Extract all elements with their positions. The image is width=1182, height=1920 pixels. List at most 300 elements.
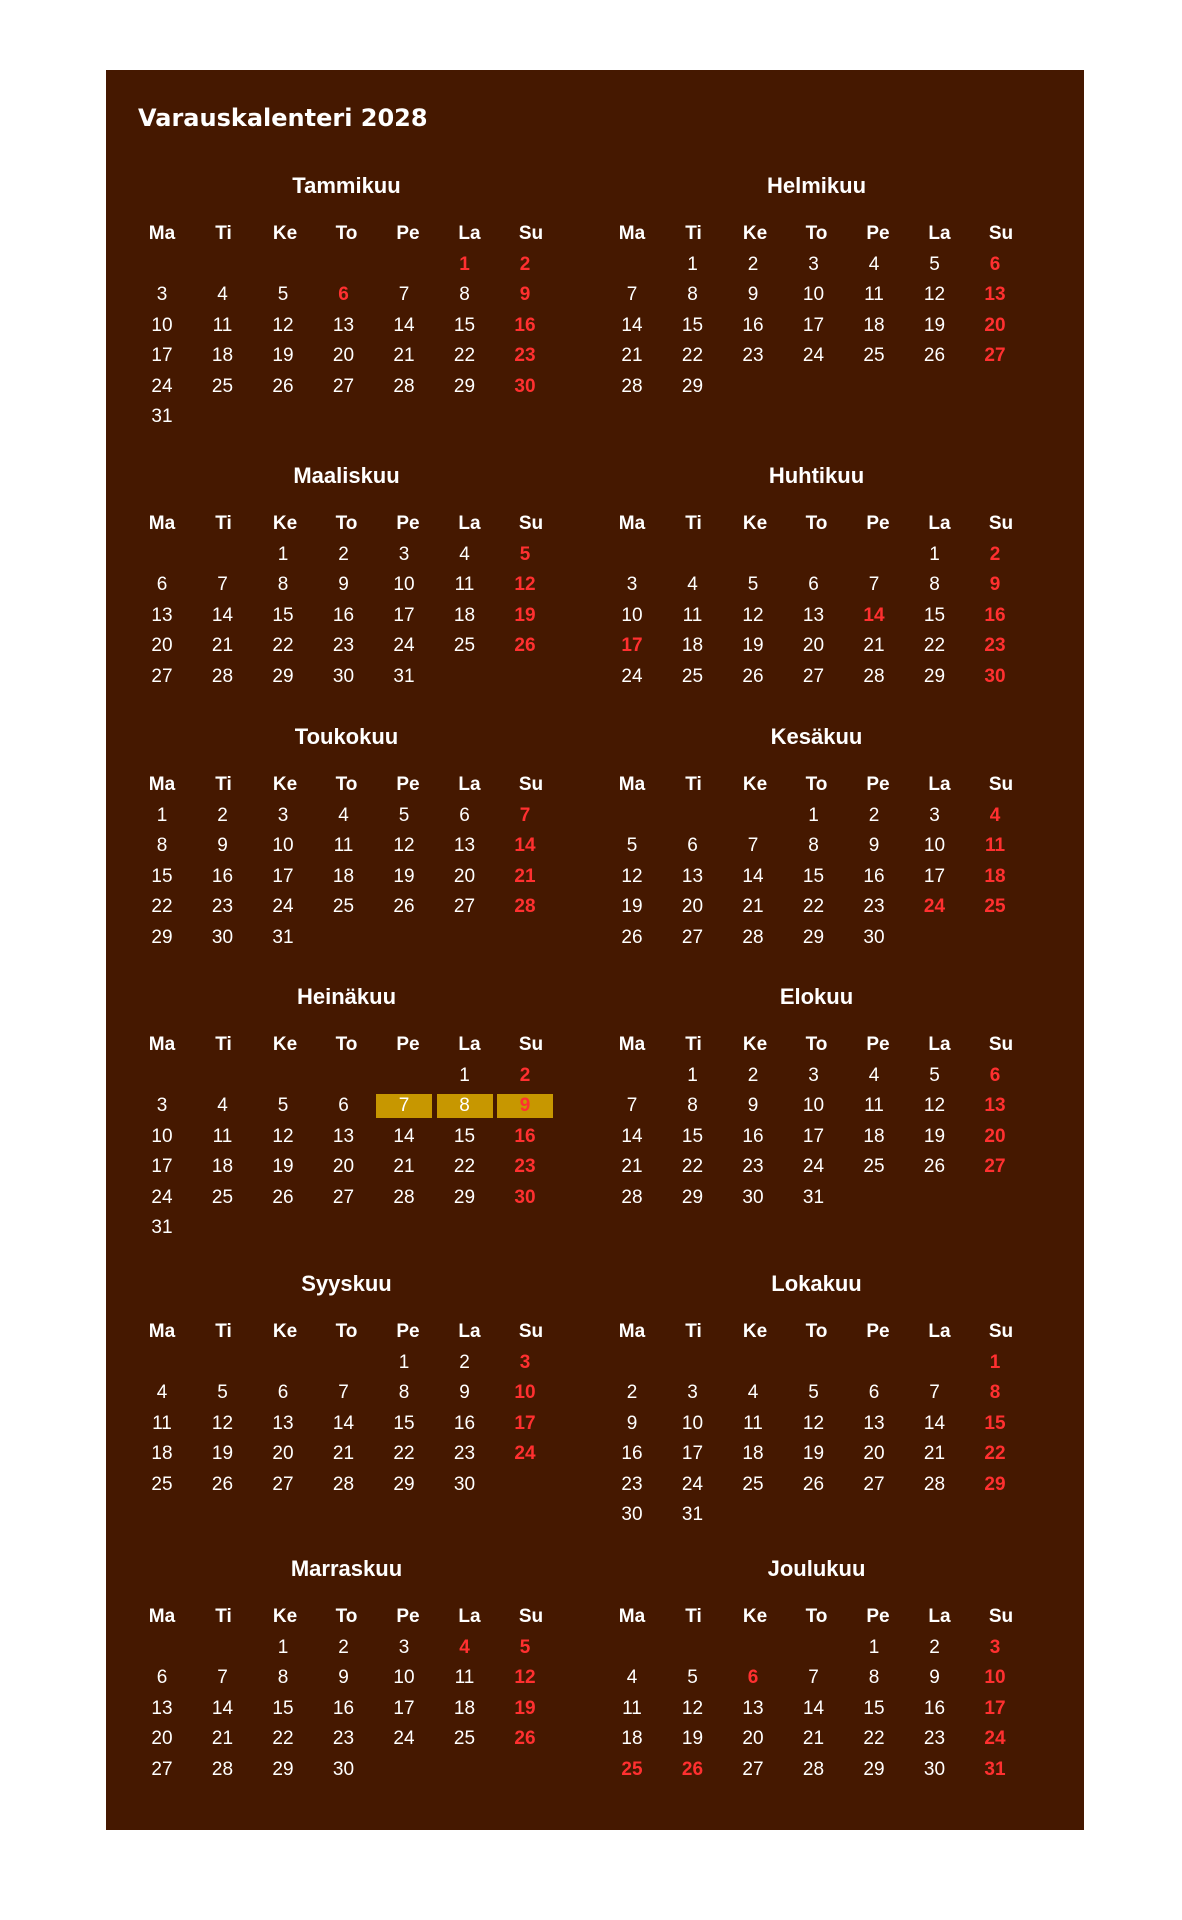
day-cell[interactable]: 3 [989, 1637, 1001, 1658]
day-cell[interactable]: 10 [151, 1125, 173, 1147]
day-cell[interactable]: 20 [151, 1728, 173, 1750]
day-cell[interactable]: 16 [923, 1697, 946, 1719]
day-cell[interactable]: 21 [621, 345, 643, 367]
day-cell[interactable]: 26 [923, 345, 946, 367]
day-cell[interactable]: 21 [393, 1156, 415, 1178]
day-cell[interactable]: 3 [519, 1352, 531, 1373]
day-cell[interactable]: 19 [211, 1443, 234, 1465]
day-cell[interactable]: 4 [217, 284, 228, 306]
day-cell[interactable]: 12 [514, 574, 536, 596]
day-cell[interactable]: 5 [277, 1095, 289, 1117]
day-cell[interactable]: 21 [863, 635, 885, 657]
day-cell[interactable]: 20 [742, 1728, 764, 1750]
day-cell[interactable]: 30 [514, 1186, 536, 1208]
day-cell[interactable]: 25 [681, 665, 704, 687]
day-cell[interactable]: 26 [272, 375, 294, 397]
reserved-day[interactable]: 8 [437, 1094, 493, 1118]
day-cell[interactable]: 5 [519, 1637, 531, 1658]
day-cell[interactable]: 2 [519, 1065, 531, 1086]
day-cell[interactable]: 4 [459, 544, 470, 565]
day-cell[interactable]: 17 [923, 865, 946, 887]
day-cell[interactable]: 1 [808, 805, 819, 826]
day-cell[interactable]: 26 [393, 896, 415, 918]
day-cell[interactable]: 2 [929, 1637, 940, 1658]
day-cell[interactable]: 2 [519, 254, 531, 275]
day-cell[interactable]: 11 [622, 1697, 642, 1719]
day-cell[interactable]: 12 [272, 1125, 294, 1147]
day-cell[interactable]: 11 [212, 1125, 233, 1147]
day-cell[interactable]: 31 [681, 1504, 704, 1525]
day-cell[interactable]: 14 [211, 1697, 234, 1719]
day-cell[interactable]: 28 [742, 926, 764, 948]
day-cell[interactable]: 11 [454, 574, 475, 596]
day-cell[interactable]: 2 [747, 254, 759, 275]
day-cell[interactable]: 20 [332, 1156, 355, 1178]
day-cell[interactable]: 15 [681, 1125, 704, 1147]
day-cell[interactable]: 2 [989, 544, 1001, 565]
day-cell[interactable]: 19 [923, 314, 946, 336]
day-cell[interactable]: 3 [626, 574, 638, 596]
day-cell[interactable]: 3 [808, 254, 819, 275]
day-cell[interactable]: 19 [802, 1443, 825, 1465]
day-cell[interactable]: 26 [514, 1728, 536, 1750]
day-cell[interactable]: 18 [151, 1443, 173, 1465]
day-cell[interactable]: 24 [923, 896, 946, 918]
day-cell[interactable]: 16 [984, 604, 1006, 626]
day-cell[interactable]: 27 [742, 1758, 764, 1780]
day-cell[interactable]: 29 [453, 375, 476, 397]
day-cell[interactable]: 8 [929, 574, 940, 596]
day-cell[interactable]: 1 [687, 254, 698, 275]
day-cell[interactable]: 19 [621, 896, 643, 918]
day-cell[interactable]: 27 [984, 345, 1006, 367]
day-cell[interactable]: 21 [923, 1443, 946, 1465]
day-cell[interactable]: 12 [681, 1697, 704, 1719]
day-cell[interactable]: 28 [802, 1758, 825, 1780]
day-cell[interactable]: 18 [863, 314, 885, 336]
day-cell[interactable]: 14 [393, 314, 415, 336]
day-cell[interactable]: 3 [687, 1382, 698, 1404]
day-cell[interactable]: 6 [747, 1667, 759, 1689]
day-cell[interactable]: 22 [681, 345, 704, 367]
day-cell[interactable]: 13 [272, 1412, 294, 1434]
day-cell[interactable]: 16 [514, 314, 536, 336]
day-cell[interactable]: 4 [338, 805, 349, 826]
day-cell[interactable]: 5 [747, 574, 759, 596]
day-cell[interactable]: 9 [338, 574, 349, 596]
day-cell[interactable]: 7 [626, 1095, 638, 1117]
day-cell[interactable]: 9 [338, 1667, 349, 1689]
day-cell[interactable]: 9 [989, 574, 1001, 596]
day-cell[interactable]: 15 [393, 1412, 415, 1434]
day-cell[interactable]: 27 [681, 926, 704, 948]
day-cell[interactable]: 23 [514, 345, 536, 367]
day-cell[interactable]: 26 [923, 1156, 946, 1178]
day-cell[interactable]: 17 [393, 1697, 415, 1719]
day-cell[interactable]: 28 [621, 375, 643, 397]
day-cell[interactable]: 16 [514, 1125, 536, 1147]
day-cell[interactable]: 26 [681, 1758, 704, 1780]
day-cell[interactable]: 5 [929, 254, 940, 275]
day-cell[interactable]: 23 [742, 1156, 764, 1178]
day-cell[interactable]: 20 [984, 314, 1006, 336]
day-cell[interactable]: 12 [742, 604, 764, 626]
day-cell[interactable]: 10 [272, 835, 294, 857]
day-cell[interactable]: 14 [211, 604, 234, 626]
day-cell[interactable]: 6 [277, 1382, 289, 1404]
day-cell[interactable]: 21 [742, 896, 764, 918]
day-cell[interactable]: 24 [393, 1728, 415, 1750]
day-cell[interactable]: 27 [984, 1156, 1006, 1178]
day-cell[interactable]: 25 [211, 375, 234, 397]
day-cell[interactable]: 31 [151, 1217, 173, 1238]
day-cell[interactable]: 23 [984, 635, 1006, 657]
day-cell[interactable]: 8 [277, 574, 289, 596]
day-cell[interactable]: 15 [453, 314, 476, 336]
day-cell[interactable]: 19 [272, 345, 294, 367]
day-cell[interactable]: 21 [802, 1728, 825, 1750]
day-cell[interactable]: 14 [621, 1125, 643, 1147]
day-cell[interactable]: 11 [454, 1667, 475, 1689]
day-cell[interactable]: 18 [863, 1125, 885, 1147]
day-cell[interactable]: 7 [519, 805, 531, 826]
day-cell[interactable]: 24 [681, 1473, 704, 1495]
day-cell[interactable]: 7 [626, 284, 638, 306]
day-cell[interactable]: 13 [863, 1412, 885, 1434]
day-cell[interactable]: 14 [742, 865, 764, 887]
day-cell[interactable]: 9 [459, 1382, 470, 1404]
day-cell[interactable]: 5 [398, 805, 410, 826]
day-cell[interactable]: 29 [681, 375, 704, 397]
day-cell[interactable]: 24 [393, 635, 415, 657]
day-cell[interactable]: 20 [863, 1443, 885, 1465]
day-cell[interactable]: 30 [211, 926, 234, 948]
day-cell[interactable]: 16 [742, 314, 764, 336]
day-cell[interactable]: 28 [393, 1186, 415, 1208]
day-cell[interactable]: 6 [156, 1667, 168, 1689]
day-cell[interactable]: 4 [459, 1637, 470, 1658]
day-cell[interactable]: 1 [929, 544, 940, 565]
day-cell[interactable]: 25 [332, 896, 355, 918]
day-cell[interactable]: 14 [393, 1125, 415, 1147]
day-cell[interactable]: 4 [868, 1065, 880, 1086]
day-cell[interactable]: 28 [332, 1473, 355, 1495]
day-cell[interactable]: 10 [514, 1382, 536, 1404]
day-cell[interactable]: 13 [984, 284, 1006, 306]
day-cell[interactable]: 21 [211, 635, 234, 657]
day-cell[interactable]: 9 [626, 1412, 638, 1434]
day-cell[interactable]: 22 [272, 635, 294, 657]
day-cell[interactable]: 27 [272, 1473, 294, 1495]
day-cell[interactable]: 24 [802, 345, 825, 367]
day-cell[interactable]: 14 [863, 604, 885, 626]
day-cell[interactable]: 12 [393, 835, 415, 857]
day-cell[interactable]: 30 [863, 926, 885, 948]
day-cell[interactable]: 24 [621, 665, 643, 687]
day-cell[interactable]: 30 [984, 665, 1006, 687]
day-cell[interactable]: 4 [747, 1382, 759, 1404]
day-cell[interactable]: 12 [923, 284, 946, 306]
day-cell[interactable]: 3 [808, 1065, 819, 1086]
day-cell[interactable]: 12 [514, 1667, 536, 1689]
day-cell[interactable]: 15 [272, 1697, 294, 1719]
day-cell[interactable]: 3 [398, 1637, 410, 1658]
day-cell[interactable]: 19 [742, 635, 764, 657]
day-cell[interactable]: 13 [453, 835, 476, 857]
day-cell[interactable]: 11 [864, 284, 884, 306]
day-cell[interactable]: 20 [984, 1125, 1006, 1147]
day-cell[interactable]: 6 [156, 574, 168, 596]
day-cell[interactable]: 4 [156, 1382, 168, 1404]
day-cell[interactable]: 17 [621, 635, 643, 657]
day-cell[interactable]: 1 [277, 544, 289, 565]
day-cell[interactable]: 23 [332, 635, 355, 657]
day-cell[interactable]: 17 [272, 865, 294, 887]
day-cell[interactable]: 18 [681, 635, 704, 657]
day-cell[interactable]: 23 [211, 896, 234, 918]
day-cell[interactable]: 18 [332, 865, 355, 887]
day-cell[interactable]: 20 [332, 345, 355, 367]
day-cell[interactable]: 15 [923, 604, 946, 626]
day-cell[interactable]: 2 [217, 805, 228, 826]
day-cell[interactable]: 7 [217, 574, 228, 596]
day-cell[interactable]: 5 [929, 1065, 940, 1086]
day-cell[interactable]: 27 [151, 665, 173, 687]
day-cell[interactable]: 8 [398, 1382, 410, 1404]
day-cell[interactable]: 24 [151, 375, 173, 397]
day-cell[interactable]: 11 [152, 1412, 172, 1434]
day-cell[interactable]: 19 [272, 1156, 294, 1178]
day-cell[interactable]: 14 [514, 835, 536, 857]
day-cell[interactable]: 8 [989, 1382, 1001, 1404]
day-cell[interactable]: 26 [742, 665, 764, 687]
day-cell[interactable]: 30 [332, 1758, 355, 1780]
day-cell[interactable]: 30 [332, 665, 355, 687]
day-cell[interactable]: 12 [923, 1095, 946, 1117]
day-cell[interactable]: 17 [802, 314, 825, 336]
day-cell[interactable]: 25 [863, 1156, 885, 1178]
day-cell[interactable]: 10 [621, 604, 643, 626]
day-cell[interactable]: 16 [211, 865, 234, 887]
day-cell[interactable]: 18 [453, 604, 476, 626]
day-cell[interactable]: 6 [868, 1382, 880, 1404]
day-cell[interactable]: 25 [621, 1758, 643, 1780]
day-cell[interactable]: 22 [453, 1156, 476, 1178]
day-cell[interactable]: 11 [212, 314, 233, 336]
day-cell[interactable]: 13 [742, 1697, 764, 1719]
day-cell[interactable]: 21 [514, 865, 536, 887]
day-cell[interactable]: 28 [863, 665, 885, 687]
day-cell[interactable]: 19 [923, 1125, 946, 1147]
day-cell[interactable]: 11 [743, 1412, 763, 1434]
day-cell[interactable]: 26 [272, 1186, 294, 1208]
day-cell[interactable]: 24 [272, 896, 294, 918]
day-cell[interactable]: 14 [923, 1412, 946, 1434]
day-cell[interactable]: 20 [802, 635, 825, 657]
day-cell[interactable]: 20 [453, 865, 476, 887]
day-cell[interactable]: 29 [923, 665, 946, 687]
day-cell[interactable]: 4 [217, 1095, 228, 1117]
day-cell[interactable]: 6 [808, 574, 819, 596]
day-cell[interactable]: 28 [211, 1758, 234, 1780]
day-cell[interactable]: 25 [211, 1186, 234, 1208]
day-cell[interactable]: 11 [682, 604, 703, 626]
day-cell[interactable]: 23 [514, 1156, 536, 1178]
day-cell[interactable]: 1 [868, 1637, 880, 1658]
day-cell[interactable]: 27 [453, 896, 476, 918]
day-cell[interactable]: 14 [332, 1412, 355, 1434]
day-cell[interactable]: 30 [621, 1504, 643, 1525]
day-cell[interactable]: 5 [217, 1382, 228, 1404]
day-cell[interactable]: 31 [984, 1758, 1006, 1780]
day-cell[interactable]: 3 [929, 805, 940, 826]
day-cell[interactable]: 6 [338, 1095, 349, 1117]
day-cell[interactable]: 31 [272, 926, 294, 948]
day-cell[interactable]: 24 [802, 1156, 825, 1178]
day-cell[interactable]: 15 [984, 1412, 1006, 1434]
day-cell[interactable]: 9 [929, 1667, 940, 1689]
day-cell[interactable]: 21 [211, 1728, 234, 1750]
day-cell[interactable]: 18 [211, 345, 234, 367]
day-cell[interactable]: 6 [338, 284, 349, 306]
day-cell[interactable]: 29 [453, 1186, 476, 1208]
day-cell[interactable]: 3 [156, 284, 168, 306]
day-cell[interactable]: 7 [398, 284, 410, 306]
day-cell[interactable]: 16 [621, 1443, 643, 1465]
day-cell[interactable]: 13 [984, 1095, 1006, 1117]
day-cell[interactable]: 29 [802, 926, 825, 948]
day-cell[interactable]: 5 [808, 1382, 819, 1404]
day-cell[interactable]: 13 [332, 1125, 355, 1147]
day-cell[interactable]: 8 [687, 1095, 698, 1117]
day-cell[interactable]: 8 [808, 835, 819, 857]
day-cell[interactable]: 8 [687, 284, 698, 306]
reserved-day[interactable]: 9 [497, 1094, 553, 1118]
day-cell[interactable]: 24 [514, 1443, 536, 1465]
day-cell[interactable]: 7 [868, 574, 880, 596]
day-cell[interactable]: 1 [687, 1065, 698, 1086]
day-cell[interactable]: 10 [802, 284, 825, 306]
day-cell[interactable]: 7 [929, 1382, 940, 1404]
day-cell[interactable]: 5 [687, 1667, 698, 1689]
day-cell[interactable]: 18 [211, 1156, 234, 1178]
day-cell[interactable]: 21 [332, 1443, 355, 1465]
day-cell[interactable]: 3 [277, 805, 289, 826]
day-cell[interactable]: 2 [338, 544, 349, 565]
day-cell[interactable]: 18 [742, 1443, 764, 1465]
day-cell[interactable]: 28 [621, 1186, 643, 1208]
day-cell[interactable]: 1 [156, 805, 168, 826]
day-cell[interactable]: 29 [272, 665, 294, 687]
day-cell[interactable]: 29 [984, 1473, 1006, 1495]
day-cell[interactable]: 11 [984, 835, 1006, 857]
day-cell[interactable]: 24 [984, 1728, 1006, 1750]
day-cell[interactable]: 1 [398, 1352, 410, 1373]
day-cell[interactable]: 4 [626, 1667, 638, 1689]
day-cell[interactable]: 6 [989, 1065, 1001, 1086]
day-cell[interactable]: 22 [681, 1156, 704, 1178]
day-cell[interactable]: 14 [621, 314, 643, 336]
day-cell[interactable]: 2 [626, 1382, 638, 1404]
day-cell[interactable]: 22 [151, 896, 173, 918]
day-cell[interactable]: 9 [868, 835, 880, 857]
day-cell[interactable]: 7 [338, 1382, 349, 1404]
day-cell[interactable]: 26 [802, 1473, 825, 1495]
day-cell[interactable]: 30 [923, 1758, 946, 1780]
day-cell[interactable]: 19 [514, 1697, 536, 1719]
day-cell[interactable]: 22 [984, 1443, 1006, 1465]
day-cell[interactable]: 12 [211, 1412, 234, 1434]
day-cell[interactable]: 16 [863, 865, 885, 887]
day-cell[interactable]: 13 [151, 1697, 173, 1719]
day-cell[interactable]: 22 [802, 896, 825, 918]
day-cell[interactable]: 18 [984, 865, 1006, 887]
day-cell[interactable]: 12 [802, 1412, 825, 1434]
day-cell[interactable]: 8 [868, 1667, 880, 1689]
day-cell[interactable]: 2 [459, 1352, 470, 1373]
day-cell[interactable]: 18 [453, 1697, 476, 1719]
day-cell[interactable]: 23 [742, 345, 764, 367]
day-cell[interactable]: 8 [277, 1667, 289, 1689]
day-cell[interactable]: 30 [514, 375, 536, 397]
day-cell[interactable]: 23 [453, 1443, 476, 1465]
day-cell[interactable]: 2 [747, 1065, 759, 1086]
day-cell[interactable]: 29 [681, 1186, 704, 1208]
day-cell[interactable]: 3 [398, 544, 410, 565]
day-cell[interactable]: 31 [151, 406, 173, 427]
day-cell[interactable]: 28 [393, 375, 415, 397]
day-cell[interactable]: 16 [742, 1125, 764, 1147]
day-cell[interactable]: 17 [984, 1697, 1006, 1719]
day-cell[interactable]: 24 [151, 1186, 173, 1208]
day-cell[interactable]: 8 [156, 835, 168, 857]
day-cell[interactable]: 26 [514, 635, 536, 657]
day-cell[interactable]: 28 [211, 665, 234, 687]
day-cell[interactable]: 13 [681, 865, 704, 887]
day-cell[interactable]: 10 [802, 1095, 825, 1117]
day-cell[interactable]: 26 [621, 926, 643, 948]
day-cell[interactable]: 21 [621, 1156, 643, 1178]
day-cell[interactable]: 8 [459, 284, 470, 306]
day-cell[interactable]: 29 [151, 926, 173, 948]
day-cell[interactable]: 23 [863, 896, 885, 918]
day-cell[interactable]: 29 [863, 1758, 885, 1780]
day-cell[interactable]: 17 [681, 1443, 704, 1465]
day-cell[interactable]: 1 [277, 1637, 289, 1658]
day-cell[interactable]: 9 [217, 835, 228, 857]
reserved-day[interactable]: 7 [376, 1094, 432, 1118]
day-cell[interactable]: 11 [333, 835, 354, 857]
day-cell[interactable]: 4 [868, 254, 880, 275]
day-cell[interactable]: 26 [211, 1473, 234, 1495]
day-cell[interactable]: 10 [393, 1667, 415, 1689]
day-cell[interactable]: 10 [984, 1667, 1006, 1689]
day-cell[interactable]: 15 [802, 865, 825, 887]
day-cell[interactable]: 23 [923, 1728, 946, 1750]
day-cell[interactable]: 30 [742, 1186, 764, 1208]
day-cell[interactable]: 5 [626, 835, 638, 857]
day-cell[interactable]: 7 [808, 1667, 819, 1689]
day-cell[interactable]: 5 [519, 544, 531, 565]
day-cell[interactable]: 27 [863, 1473, 885, 1495]
day-cell[interactable]: 29 [393, 1473, 415, 1495]
day-cell[interactable]: 27 [332, 1186, 355, 1208]
day-cell[interactable]: 10 [681, 1412, 704, 1434]
day-cell[interactable]: 4 [989, 805, 1001, 826]
day-cell[interactable]: 25 [742, 1473, 764, 1495]
day-cell[interactable]: 17 [151, 345, 173, 367]
day-cell[interactable]: 22 [393, 1443, 415, 1465]
